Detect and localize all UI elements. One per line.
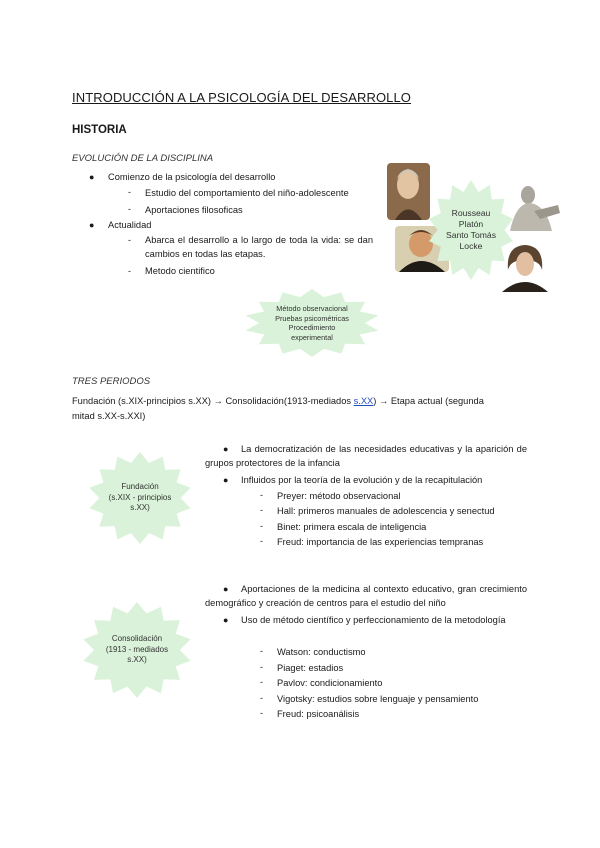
list-item: Pavlov: condicionamiento [277, 678, 383, 688]
dash-icon: - [260, 693, 263, 703]
bullet-icon: ● [223, 584, 229, 594]
dash-icon: - [128, 187, 131, 197]
starburst-label: Fundación (s.XIX - principios s.XX) [108, 482, 172, 513]
dash-icon: - [260, 677, 263, 687]
list-item: Aportaciones filosoficas [145, 205, 243, 215]
bullet-icon: ● [89, 220, 95, 230]
starburst-consolidacion [82, 602, 192, 698]
list-item: Vigotsky: estudios sobre lenguaje y pensamiento [277, 694, 479, 704]
starburst-label: Rousseau Platón Santo Tomás Locke [445, 208, 496, 251]
dash-icon: - [128, 204, 131, 214]
list-item: Aportaciones de la medicina al contexto educativo, gran crecimiento demográfico y creación de centros para el estudio del niño [205, 584, 527, 608]
starburst-fundacion [88, 452, 192, 544]
dash-icon: - [260, 708, 263, 718]
list-item: Influidos por la teoría de la evolución y de la recapitulación [241, 475, 483, 485]
bullet-icon: ● [223, 444, 229, 454]
dash-icon: - [128, 266, 131, 276]
dash-icon: - [260, 521, 263, 531]
list-item: Metodo cientifico [145, 266, 215, 276]
list-item: Freud: psicoanálisis [277, 709, 360, 719]
bullet-icon: ● [223, 475, 229, 485]
dash-icon: - [260, 662, 263, 672]
starburst-label: Consolidación (1913 - mediados s.XX) [105, 634, 169, 665]
list-item: Uso de método científico y perfeccionamiento de la metodología [241, 615, 506, 625]
dash-icon: - [260, 490, 263, 500]
subheading-evolucion: EVOLUCIÓN DE LA DISCIPLINA [72, 153, 214, 164]
list-item: Comienzo de la psicología del desarrollo [108, 172, 276, 182]
periodos-line [72, 394, 528, 408]
bullet-icon: ● [89, 172, 95, 182]
subheading-tres-periodos: TRES PERIODOS [72, 376, 151, 387]
list-item: Estudio del comportamiento del niño-adolescente [145, 188, 349, 198]
periodos-line-2: mitad s.XX-s.XXI) [72, 411, 146, 421]
dash-icon: - [260, 536, 263, 546]
dash-icon: - [128, 235, 131, 245]
list-item: La democratización de las necesidades educativas y la aparición de grupos protectores de la infancia [205, 444, 527, 468]
starburst-label: Método observacional Pruebas psicométricas Procedimiento experimental [275, 304, 349, 342]
starburst-methods [244, 289, 380, 357]
dash-icon: - [260, 646, 263, 656]
list-item: Freud: importancia de las experiencias tempranas [277, 537, 484, 547]
section-heading-historia: HISTORIA [72, 124, 127, 136]
list-item: Preyer: método observacional [277, 491, 401, 501]
dash-icon: - [260, 505, 263, 515]
list-item: Watson: conductismo [277, 647, 366, 657]
list-item: Hall: primeros manuales de adolescencia y senectud [277, 506, 495, 516]
list-item: Abarca el desarrollo a lo largo de toda la vida: se dan cambios en todas las etapas. [145, 235, 373, 259]
list-item: Actualidad [108, 220, 152, 230]
periodos-text: ) → Etapa actual (segunda [373, 396, 484, 406]
periodos-text: Fundación (s.XIX-principios s.XX) → Consolidación(1913-mediados [72, 396, 354, 406]
starburst-philosophers [428, 180, 514, 280]
portrait-rousseau-image [387, 163, 430, 220]
list-item: Binet: primera escala de inteligencia [277, 522, 427, 532]
list-item: Piaget: estadios [277, 663, 344, 673]
bullet-icon: ● [223, 615, 229, 625]
page-title: INTRODUCCIÓN A LA PSICOLOGÍA DEL DESARROLLO [72, 90, 412, 105]
link-sxx[interactable]: s.XX [353, 396, 374, 406]
